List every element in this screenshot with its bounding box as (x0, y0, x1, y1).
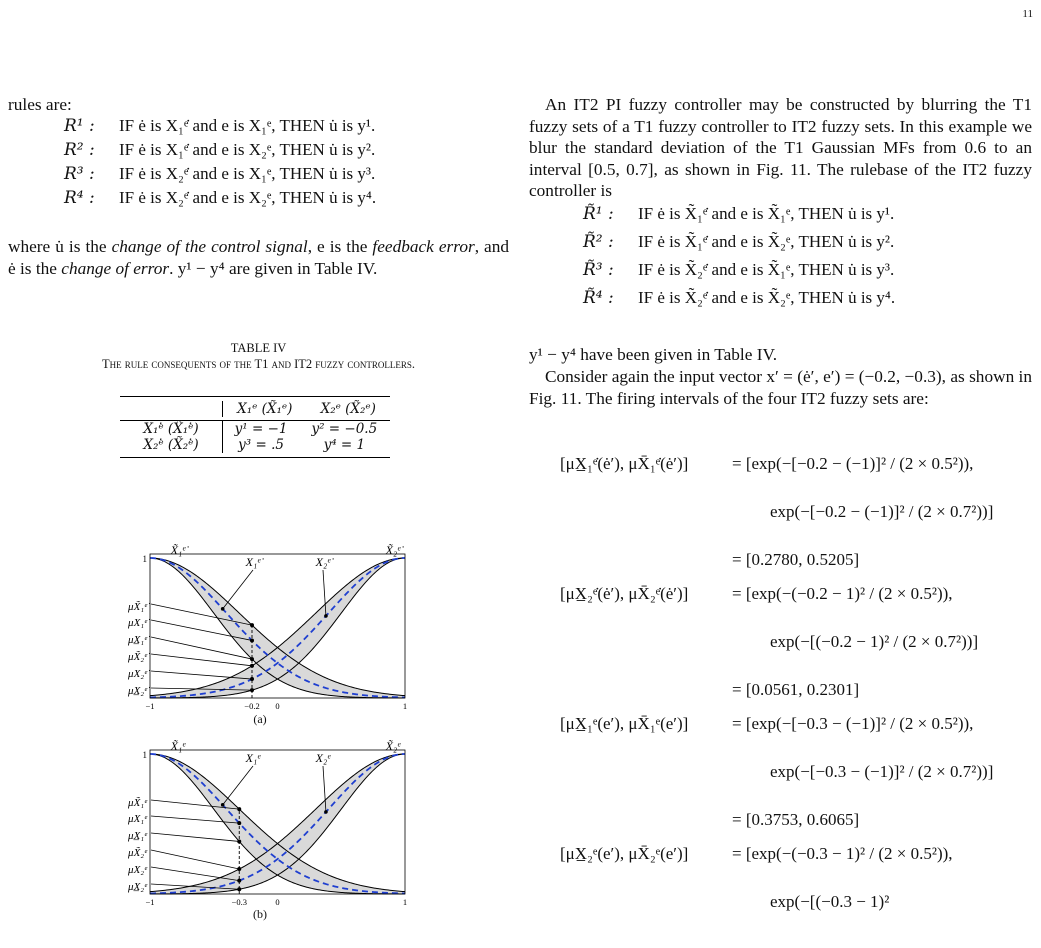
table-header-row (120, 401, 390, 417)
table-cell: y¹ = −1 (234, 421, 288, 437)
text-run: , and ė is the (8, 237, 509, 278)
text-run: . y¹ − y⁴ are given in Table IV. (169, 258, 378, 278)
table-row (120, 437, 390, 453)
rule-label: R² : (64, 140, 95, 160)
membership-grade-label: μX₁ᵉ (128, 813, 147, 825)
x-tick-label: 0 (275, 701, 280, 711)
equation-rhs: = [exp(−(−0.3 − 1)² / (2 × 0.5²)), (732, 844, 953, 863)
arrow-head (250, 657, 254, 661)
y-tick-label: 1 (142, 554, 147, 564)
x-tick-label: 0 (275, 897, 280, 907)
membership-grade-label: μX̲₁ᵉ̇ (128, 634, 147, 646)
equation-result: = [0.0561, 0.2301] (732, 680, 860, 699)
table-cell: y⁴ = 1 (323, 437, 366, 453)
arrow-head (237, 839, 241, 843)
membership-arrow (151, 833, 239, 841)
arrow-head (250, 677, 254, 681)
figure-b-caption: (b) (253, 907, 267, 921)
rule-label: R̃⁴ : (583, 288, 614, 308)
equation-rhs: = [exp(−[−0.2 − (−1)]² / (2 × 0.5²)), (732, 454, 974, 473)
it2-rule (583, 256, 1023, 284)
term-feedback-error: feedback error (372, 237, 475, 256)
equation-rhs: exp(−[−0.2 − (−1)]² / (2 × 0.7²))] (770, 502, 994, 521)
figure-11a-input-mfs (105, 540, 415, 725)
x-tick-label: 1 (402, 701, 408, 711)
variable-definitions (8, 236, 509, 279)
mf-label: X₁ᵉ̇ (245, 555, 261, 569)
equation-result: = [0.3753, 0.6065] (732, 810, 860, 829)
figure-11b-input-mfs (105, 736, 415, 921)
rule-text: IF ė is X̃₂ᵉ̇ and e is X̃₂ᵉ, THEN u̇ is y⁴. (638, 288, 896, 307)
it2-rulebase (583, 200, 1023, 312)
membership-grade-label: μX̃₁ᵉ̇ (128, 601, 147, 613)
paragraph-consequents-ref: y¹ − y⁴ have been given in Table IV. (529, 345, 778, 364)
y-tick-label: 1 (142, 750, 147, 760)
rule-label: R¹ : (64, 116, 95, 136)
text-run: where u̇ is the (8, 237, 112, 256)
membership-grade-label: μX̃₂ᵉ (128, 847, 147, 859)
arrow-head (237, 879, 241, 883)
rule-label: R̃² : (583, 232, 614, 252)
membership-grade-label: μX₂ᵉ̇ (128, 668, 147, 680)
mf-label: X₂ᵉ̇ (315, 555, 331, 569)
rule-text: IF ė is X̃₁ᵉ̇ and e is X̃₂ᵉ, THEN u̇ is y². (638, 232, 895, 251)
x-tick-label: −1 (145, 897, 155, 907)
table-cell (120, 401, 223, 417)
equation-rhs: = [exp(−(−0.2 − 1)² / (2 × 0.5²)), (732, 584, 953, 603)
equation-lhs: [μX̲₁ᵉ(e′), μX̄₁ᵉ(e′)] (560, 714, 689, 733)
x-tick-label: −0.2 (244, 701, 260, 711)
x-tick-label: −0.3 (231, 897, 247, 907)
table-cell: X₂ᵉ̇ (X̃₂ᵉ̇) (120, 437, 223, 453)
membership-grade-label: μX̃₁ᵉ (128, 797, 147, 809)
membership-arrow (151, 867, 239, 881)
membership-grade-label: μX̲₂ᵉ (128, 881, 147, 893)
leader-head (221, 607, 225, 611)
t1-rule (64, 186, 504, 210)
leader-head (324, 810, 328, 814)
arrow-head (237, 867, 241, 871)
text-run: , e is the (307, 237, 373, 256)
membership-arrow (151, 850, 239, 869)
rule-text: IF ė is X₁ᵉ̇ and e is X₁ᵉ, THEN u̇ is y¹. (119, 116, 376, 135)
membership-grade-label: μX₂ᵉ (128, 864, 147, 876)
it2-rule (583, 228, 1023, 256)
x-tick-label: −1 (145, 701, 155, 711)
leader-head (324, 614, 328, 618)
mf-leader-line (223, 766, 253, 805)
rule-label: R³ : (64, 164, 95, 184)
table-cell: y² = −0.5 (311, 421, 378, 437)
term-change-of-error: change of error (61, 258, 170, 278)
term-change-of-control-signal: change of the control signal (111, 237, 308, 256)
leader-head (221, 803, 225, 807)
page-number: 11 (1022, 8, 1033, 20)
mf-label: X̃₁ᵉ̇ (170, 543, 186, 557)
paragraph-input-vector: Consider again the input vector x′ = (ė′, e′) = (−0.2, −0.3), as shown in Fig. 11. The firing intervals of the four IT2 fuzzy sets are: (529, 367, 1032, 408)
membership-grade-label: μX̲₂ᵉ̇ (128, 685, 147, 697)
mf-label: X₁ᵉ (245, 751, 261, 765)
x-tick-label: 1 (402, 897, 408, 907)
table-header: X₂ᵉ (X̃₂ᵉ) (320, 401, 376, 417)
table-caption: The rule consequents of the T1 and IT2 fuzzy controllers. (101, 357, 416, 371)
membership-grade-label: μX̲₁ᵉ (128, 830, 147, 842)
mf-label: X₂ᵉ (315, 751, 331, 765)
equation-rhs: exp(−[(−0.2 − 1)² / (2 × 0.7²))] (770, 632, 979, 651)
rule-text: IF ė is X̃₂ᵉ̇ and e is X̃₁ᵉ, THEN u̇ is y³. (638, 260, 895, 279)
mf-label: X̃₂ᵉ (385, 739, 401, 753)
membership-grade-label: μX₁ᵉ̇ (128, 617, 147, 629)
equation-lhs: [μX̲₁ᵉ̇(ė′), μX̄₁ᵉ̇(ė′)] (560, 454, 689, 473)
rule-text: IF ė is X₂ᵉ̇ and e is X₂ᵉ, THEN u̇ is y⁴. (119, 188, 377, 207)
table-cell: y³ = .5 (238, 437, 284, 453)
figure-a-caption: (a) (253, 712, 267, 726)
table-row (120, 421, 390, 437)
table-cell: X₁ᵉ̇ (X̃₁ᵉ̇) (120, 421, 223, 437)
equation-result: = [0.2780, 0.5205] (732, 550, 860, 569)
paragraph-it2-controller: An IT2 PI fuzzy controller may be constructed by blurring the T1 fuzzy sets of a T1 fuzzy controller to IT2 fuzzy sets. In this example we blur the standard deviation of the T1 Gaussian MFs from 0.6 to an interval [0.5, 0.7], as shown in Fig. 11. The rulebase of the IT2 fuzzy controller is (529, 95, 1032, 200)
table-title: TABLE IV (230, 341, 287, 355)
arrow-head (250, 638, 254, 642)
mf-label: X̃₁ᵉ (170, 739, 186, 753)
equation-rhs: = [exp(−[−0.3 − (−1)]² / (2 × 0.5²)), (732, 714, 974, 733)
arrow-head (250, 664, 254, 668)
arrow-head (237, 807, 241, 811)
arrow-head (250, 623, 254, 627)
equation-rhs: exp(−[−0.3 − (−1)]² / (2 × 0.7²))] (770, 762, 994, 781)
mf-leader-line (223, 570, 253, 609)
rule-text: IF ė is X₁ᵉ̇ and e is X₂ᵉ, THEN u̇ is y². (119, 140, 376, 159)
rules-intro: rules are: (8, 95, 72, 114)
it2-rule (583, 284, 1023, 312)
t1-rule (64, 138, 504, 162)
table-header: X₁ᵉ (X̃₁ᵉ) (237, 401, 293, 417)
equation-rhs: exp(−[(−0.3 − 1)² (770, 892, 890, 911)
rule-text: IF ė is X̃₁ᵉ̇ and e is X̃₁ᵉ, THEN u̇ is y¹. (638, 204, 895, 223)
arrow-head (237, 821, 241, 825)
membership-grade-label: μX̃₂ᵉ̇ (128, 651, 147, 663)
t1-rule (64, 162, 504, 186)
rule-label: R⁴ : (64, 188, 95, 208)
rule-consequents-table (120, 396, 390, 458)
rule-text: IF ė is X₂ᵉ̇ and e is X₁ᵉ, THEN u̇ is y³. (119, 164, 376, 183)
t1-rule (64, 114, 504, 138)
equation-lhs: [μX̲₂ᵉ̇(ė′), μX̄₂ᵉ̇(ė′)] (560, 584, 689, 603)
rule-label: R̃¹ : (583, 204, 614, 224)
rule-label: R̃³ : (583, 260, 614, 280)
firing-interval-equations (560, 440, 1030, 948)
it2-rule (583, 200, 1023, 228)
mf-label: X̃₂ᵉ̇ (385, 543, 401, 557)
arrow-head (250, 688, 254, 692)
equation-lhs: [μX̲₂ᵉ(e′), μX̄₂ᵉ(e′)] (560, 844, 689, 863)
arrow-head (237, 887, 241, 891)
t1-rulebase (64, 114, 504, 210)
